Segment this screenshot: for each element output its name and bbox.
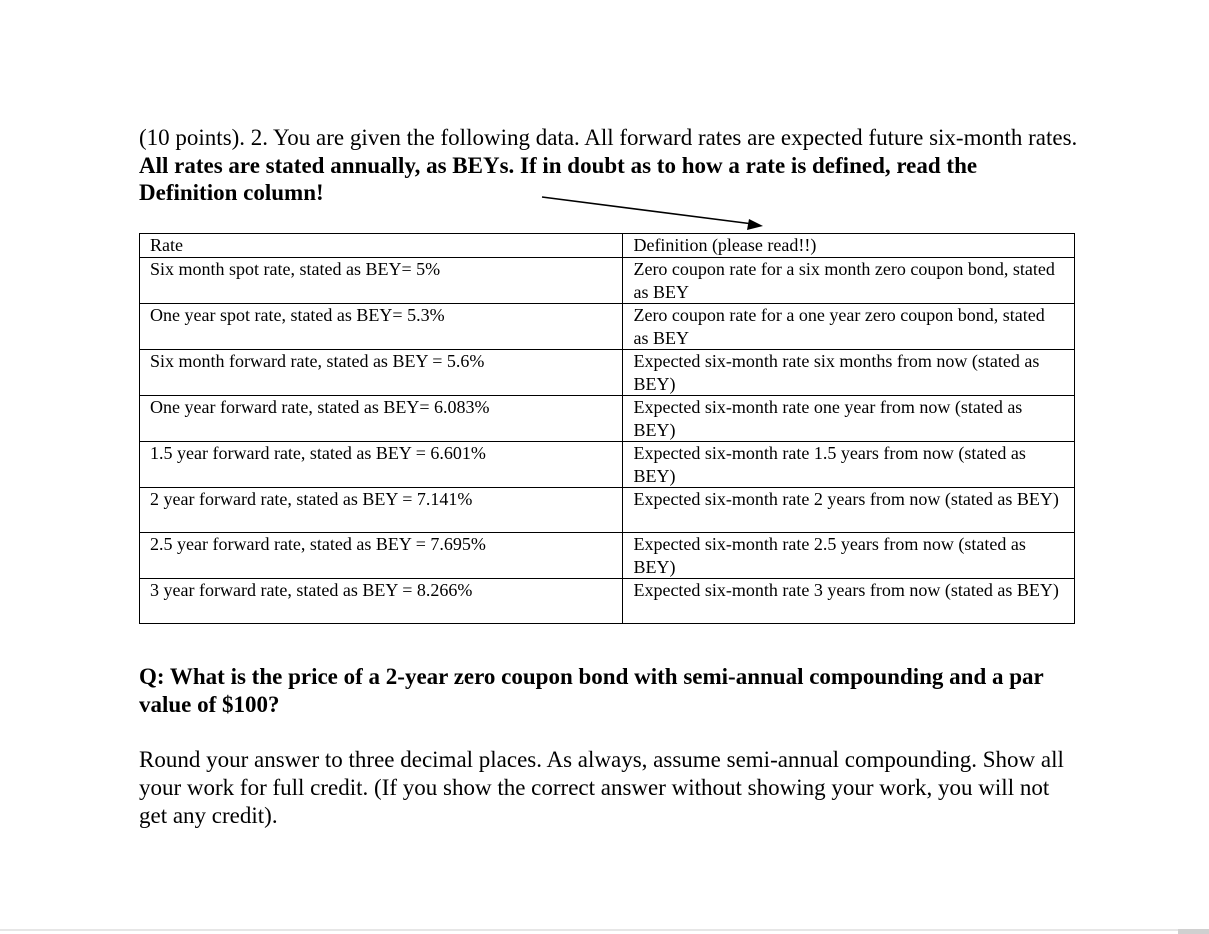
table-row (140, 350, 1075, 396)
table-row (140, 304, 1075, 350)
rates-table (139, 233, 1075, 624)
definition-cell: Expected six-month rate six months from now (stated as BEY) (623, 350, 1075, 396)
table-row (140, 258, 1075, 304)
table-row (140, 533, 1075, 579)
horizontal-scrollbar[interactable] (1178, 929, 1209, 934)
header-definition: Definition (please read!!) (623, 234, 1075, 258)
definition-cell: Expected six-month rate one year from now (stated as BEY) (623, 396, 1075, 442)
table-header-row (140, 234, 1075, 258)
table-row (140, 579, 1075, 624)
rate-cell: Six month spot rate, stated as BEY= 5% (140, 258, 623, 304)
header-rate: Rate (140, 234, 623, 258)
definition-cell: Expected six-month rate 2.5 years from now (stated as BEY) (623, 533, 1075, 579)
intro-plain-text: (10 points). 2. You are given the following data. All forward rates are expected future six-month rates. (139, 125, 1078, 150)
definition-cell: Expected six-month rate 2 years from now (stated as BEY) (623, 488, 1075, 533)
arrow-icon (539, 190, 771, 230)
definition-cell: Expected six-month rate 3 years from now (stated as BEY) (623, 579, 1075, 624)
table-row (140, 488, 1075, 533)
rate-cell: One year spot rate, stated as BEY= 5.3% (140, 304, 623, 350)
bottom-divider (0, 929, 1209, 931)
definition-cell: Zero coupon rate for a six month zero coupon bond, stated as BEY (623, 258, 1075, 304)
question-text: Q: What is the price of a 2-year zero coupon bond with semi-annual compounding and a par value of $100? (139, 664, 1044, 717)
document-page (139, 124, 1079, 828)
table-row (140, 442, 1075, 488)
definition-cell: Zero coupon rate for a one year zero coupon bond, stated as BEY (623, 304, 1075, 350)
definition-cell: Expected six-month rate 1.5 years from now (stated as BEY) (623, 442, 1075, 488)
rate-cell: 2 year forward rate, stated as BEY = 7.141% (140, 488, 623, 533)
intro-bold-text: All rates are stated annually, as BEYs. If in doubt as to how a rate is defined, read the Definition column! (139, 152, 978, 205)
pointer-arrow (539, 190, 771, 230)
table-row (140, 396, 1075, 442)
rate-cell: Six month forward rate, stated as BEY = 5.6% (140, 350, 623, 396)
instructions-text: Round your answer to three decimal places. As always, assume semi-annual compounding. Show all your work for full credit. (If you show the correct answer without showing your work, you will not get any credit). (139, 747, 1064, 828)
rate-cell: 2.5 year forward rate, stated as BEY = 7.695% (140, 533, 623, 579)
rate-cell: 1.5 year forward rate, stated as BEY = 6.601% (140, 442, 623, 488)
rate-cell: 3 year forward rate, stated as BEY = 8.266% (140, 579, 623, 624)
rate-cell: One year forward rate, stated as BEY= 6.083% (140, 396, 623, 442)
